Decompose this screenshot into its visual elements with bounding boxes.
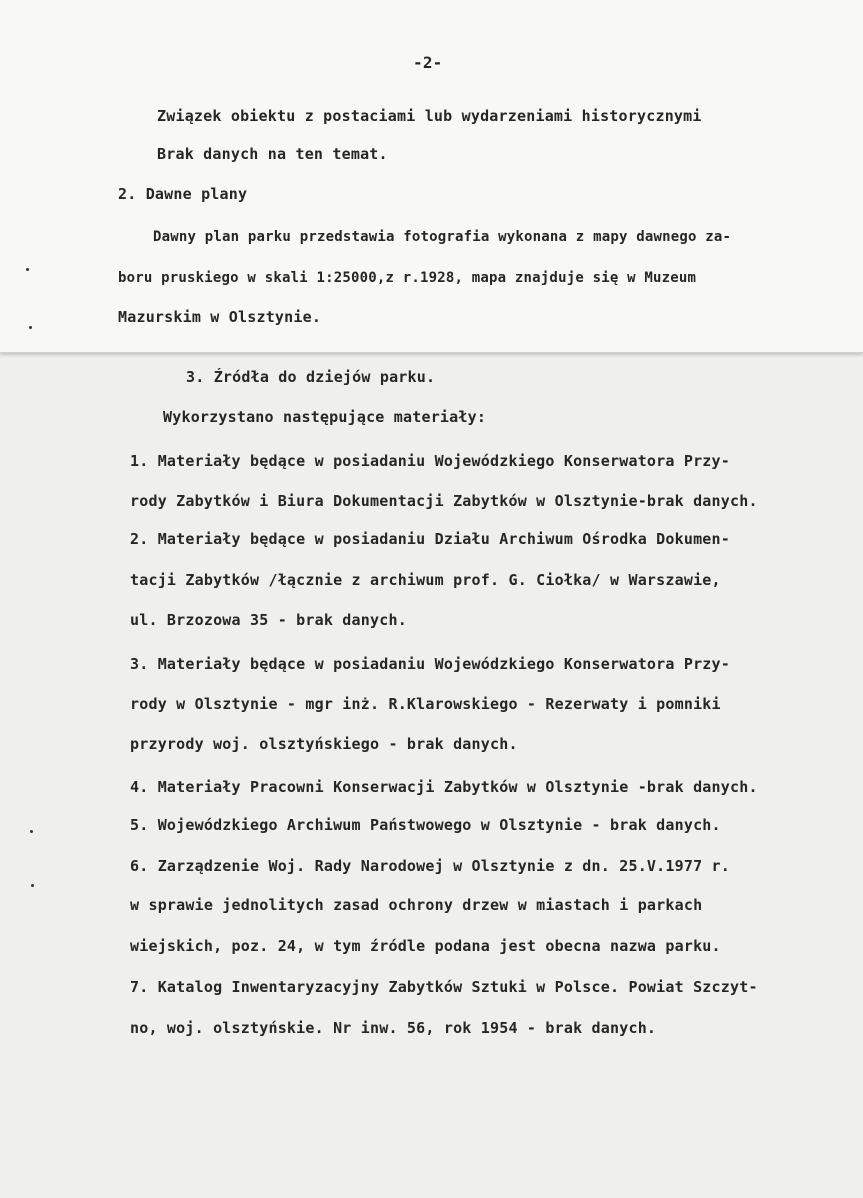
margin-mark bbox=[30, 830, 33, 833]
list-line: 1. Materiały będące w posiadaniu Wojewódzkiego Konserwatora Przy- bbox=[130, 452, 730, 470]
used-materials: Wykorzystano następujące materiały: bbox=[163, 408, 487, 426]
list-line: 6. Zarządzenie Woj. Rady Narodowej w Olsztynie z dn. 25.V.1977 r. bbox=[130, 857, 730, 875]
margin-mark bbox=[26, 268, 29, 271]
list-line: przyrody woj. olsztyńskiego - brak danych. bbox=[130, 735, 518, 753]
old-plans-heading: 2. Dawne plany bbox=[118, 185, 248, 203]
list-line: w sprawie jednolitych zasad ochrony drzew w miastach i parkach bbox=[130, 896, 703, 914]
list-line: 7. Katalog Inwentaryzacyjny Zabytków Sztuki w Polsce. Powiat Szczyt- bbox=[130, 978, 758, 996]
old-plans-line: boru pruskiego w skali 1:25000,z r.1928, mapa znajduje się w Muzeum bbox=[118, 270, 697, 286]
list-line: 3. Materiały będące w posiadaniu Wojewódzkiego Konserwatora Przy- bbox=[130, 655, 730, 673]
margin-mark bbox=[31, 884, 34, 887]
list-line: wiejskich, poz. 24, w tym źródle podana jest obecna nazwa parku. bbox=[130, 937, 721, 955]
list-line: 2. Materiały będące w posiadaniu Działu Archiwum Ośrodka Dokumen- bbox=[130, 530, 730, 548]
list-line: tacji Zabytków /łącznie z archiwum prof. G. Ciołka/ w Warszawie, bbox=[130, 571, 721, 589]
list-line: rody Zabytków i Biura Dokumentacji Zabytków w Olsztynie-brak danych. bbox=[130, 492, 758, 510]
old-plans-line: Dawny plan parku przedstawia fotografia wykonana z mapy dawnego za- bbox=[153, 229, 732, 245]
old-plans-line: Mazurskim w Olsztynie. bbox=[118, 308, 322, 326]
top-sheet bbox=[0, 0, 863, 353]
list-line: ul. Brzozowa 35 - brak danych. bbox=[130, 611, 407, 629]
sources-heading: 3. Źródła do dziejów parku. bbox=[186, 368, 436, 386]
list-line: no, woj. olsztyńskie. Nr inw. 56, rok 1954 - brak danych. bbox=[130, 1019, 657, 1037]
page-number: -2- bbox=[413, 53, 443, 72]
association-heading: Związek obiektu z postaciami lub wydarzeniami historycznymi bbox=[157, 107, 702, 125]
list-line: 5. Wojewódzkiego Archiwum Państwowego w Olsztynie - brak danych. bbox=[130, 816, 721, 834]
margin-mark bbox=[29, 326, 32, 329]
association-text: Brak danych na ten temat. bbox=[157, 145, 388, 163]
list-line: 4. Materiały Pracowni Konserwacji Zabytków w Olsztynie -brak danych. bbox=[130, 778, 758, 796]
list-line: rody w Olsztynie - mgr inż. R.Klarowskiego - Rezerwaty i pomniki bbox=[130, 695, 721, 713]
